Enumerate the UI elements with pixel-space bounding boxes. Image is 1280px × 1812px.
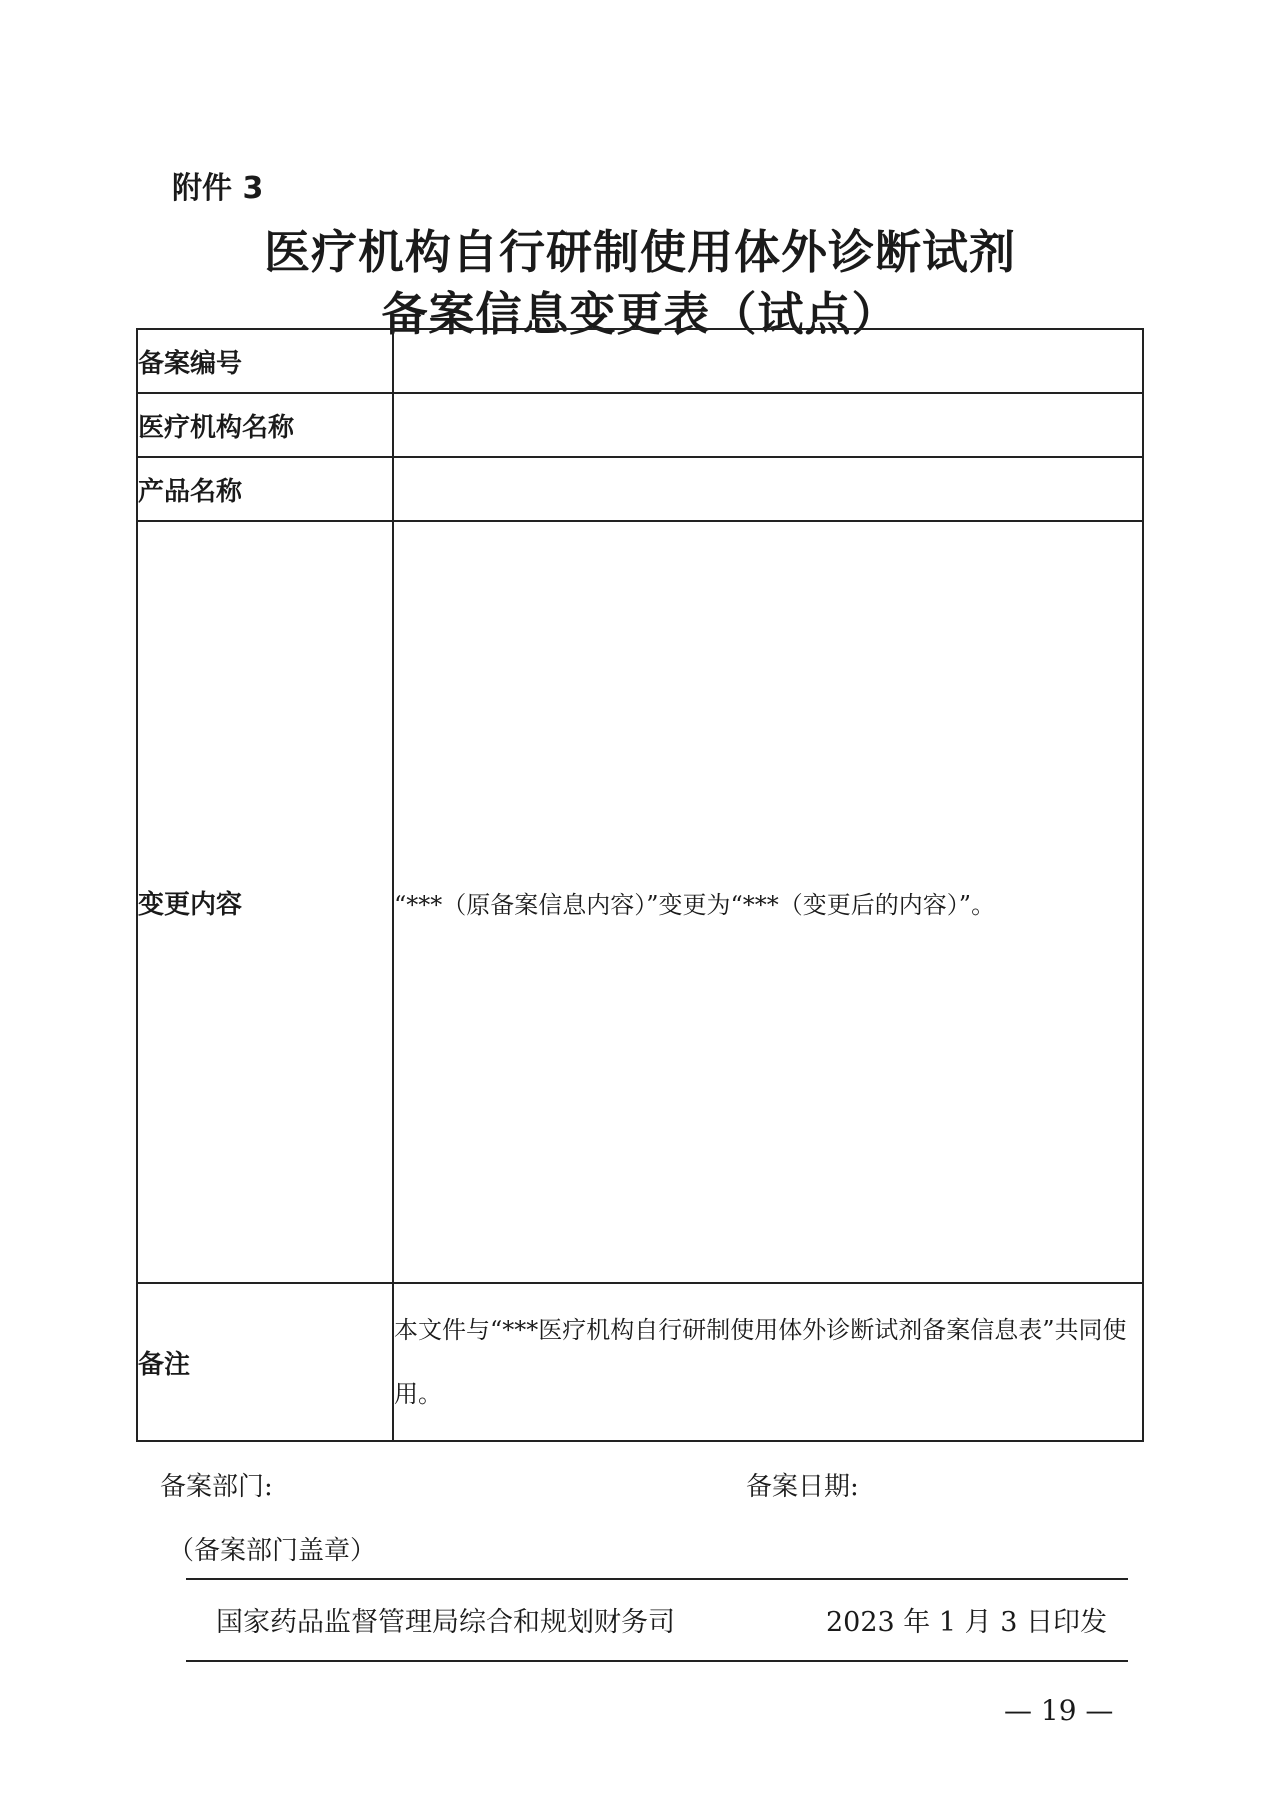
filing-date-label: 备案日期: — [746, 1472, 859, 1502]
change-content-field[interactable]: “***（原备案信息内容）”变更为“***（变更后的内容）”。 — [393, 521, 1143, 1283]
document-title-line2: 备案信息变更表（试点） — [381, 287, 899, 341]
form-row-product — [137, 457, 1143, 521]
product-name-label: 产品名称 — [137, 457, 393, 521]
form-row-filing-number — [137, 329, 1143, 393]
filing-department-label: 备案部门: — [160, 1472, 273, 1502]
product-name-field[interactable] — [393, 457, 1143, 521]
form-row-change-content — [137, 521, 1143, 1283]
footer-rule-bottom — [186, 1660, 1128, 1662]
change-content-label: 变更内容 — [137, 521, 393, 1283]
filing-change-form — [136, 328, 1144, 1442]
issue-date: 2023 年 1 月 3 日印发 — [826, 1607, 1107, 1638]
form-row-institution — [137, 393, 1143, 457]
institution-name-label: 医疗机构名称 — [137, 393, 393, 457]
footer-rule-top — [186, 1578, 1128, 1580]
issuer-name: 国家药品监督管理局综合和规划财务司 — [216, 1607, 675, 1638]
remark-label: 备注 — [137, 1283, 393, 1441]
remark-field[interactable]: 本文件与“***医疗机构自行研制使用体外诊断试剂备案信息表”共同使用。 — [393, 1283, 1143, 1441]
institution-name-field[interactable] — [393, 393, 1143, 457]
form-row-remark — [137, 1283, 1143, 1441]
document-title-line1: 医疗机构自行研制使用体外诊断试剂 — [264, 225, 1016, 279]
department-seal-label: （备案部门盖章） — [168, 1536, 377, 1566]
filing-number-field[interactable] — [393, 329, 1143, 393]
filing-number-label: 备案编号 — [137, 329, 393, 393]
attachment-label: 附件 3 — [172, 171, 264, 206]
page-number: — 19 — — [1004, 1694, 1114, 1727]
